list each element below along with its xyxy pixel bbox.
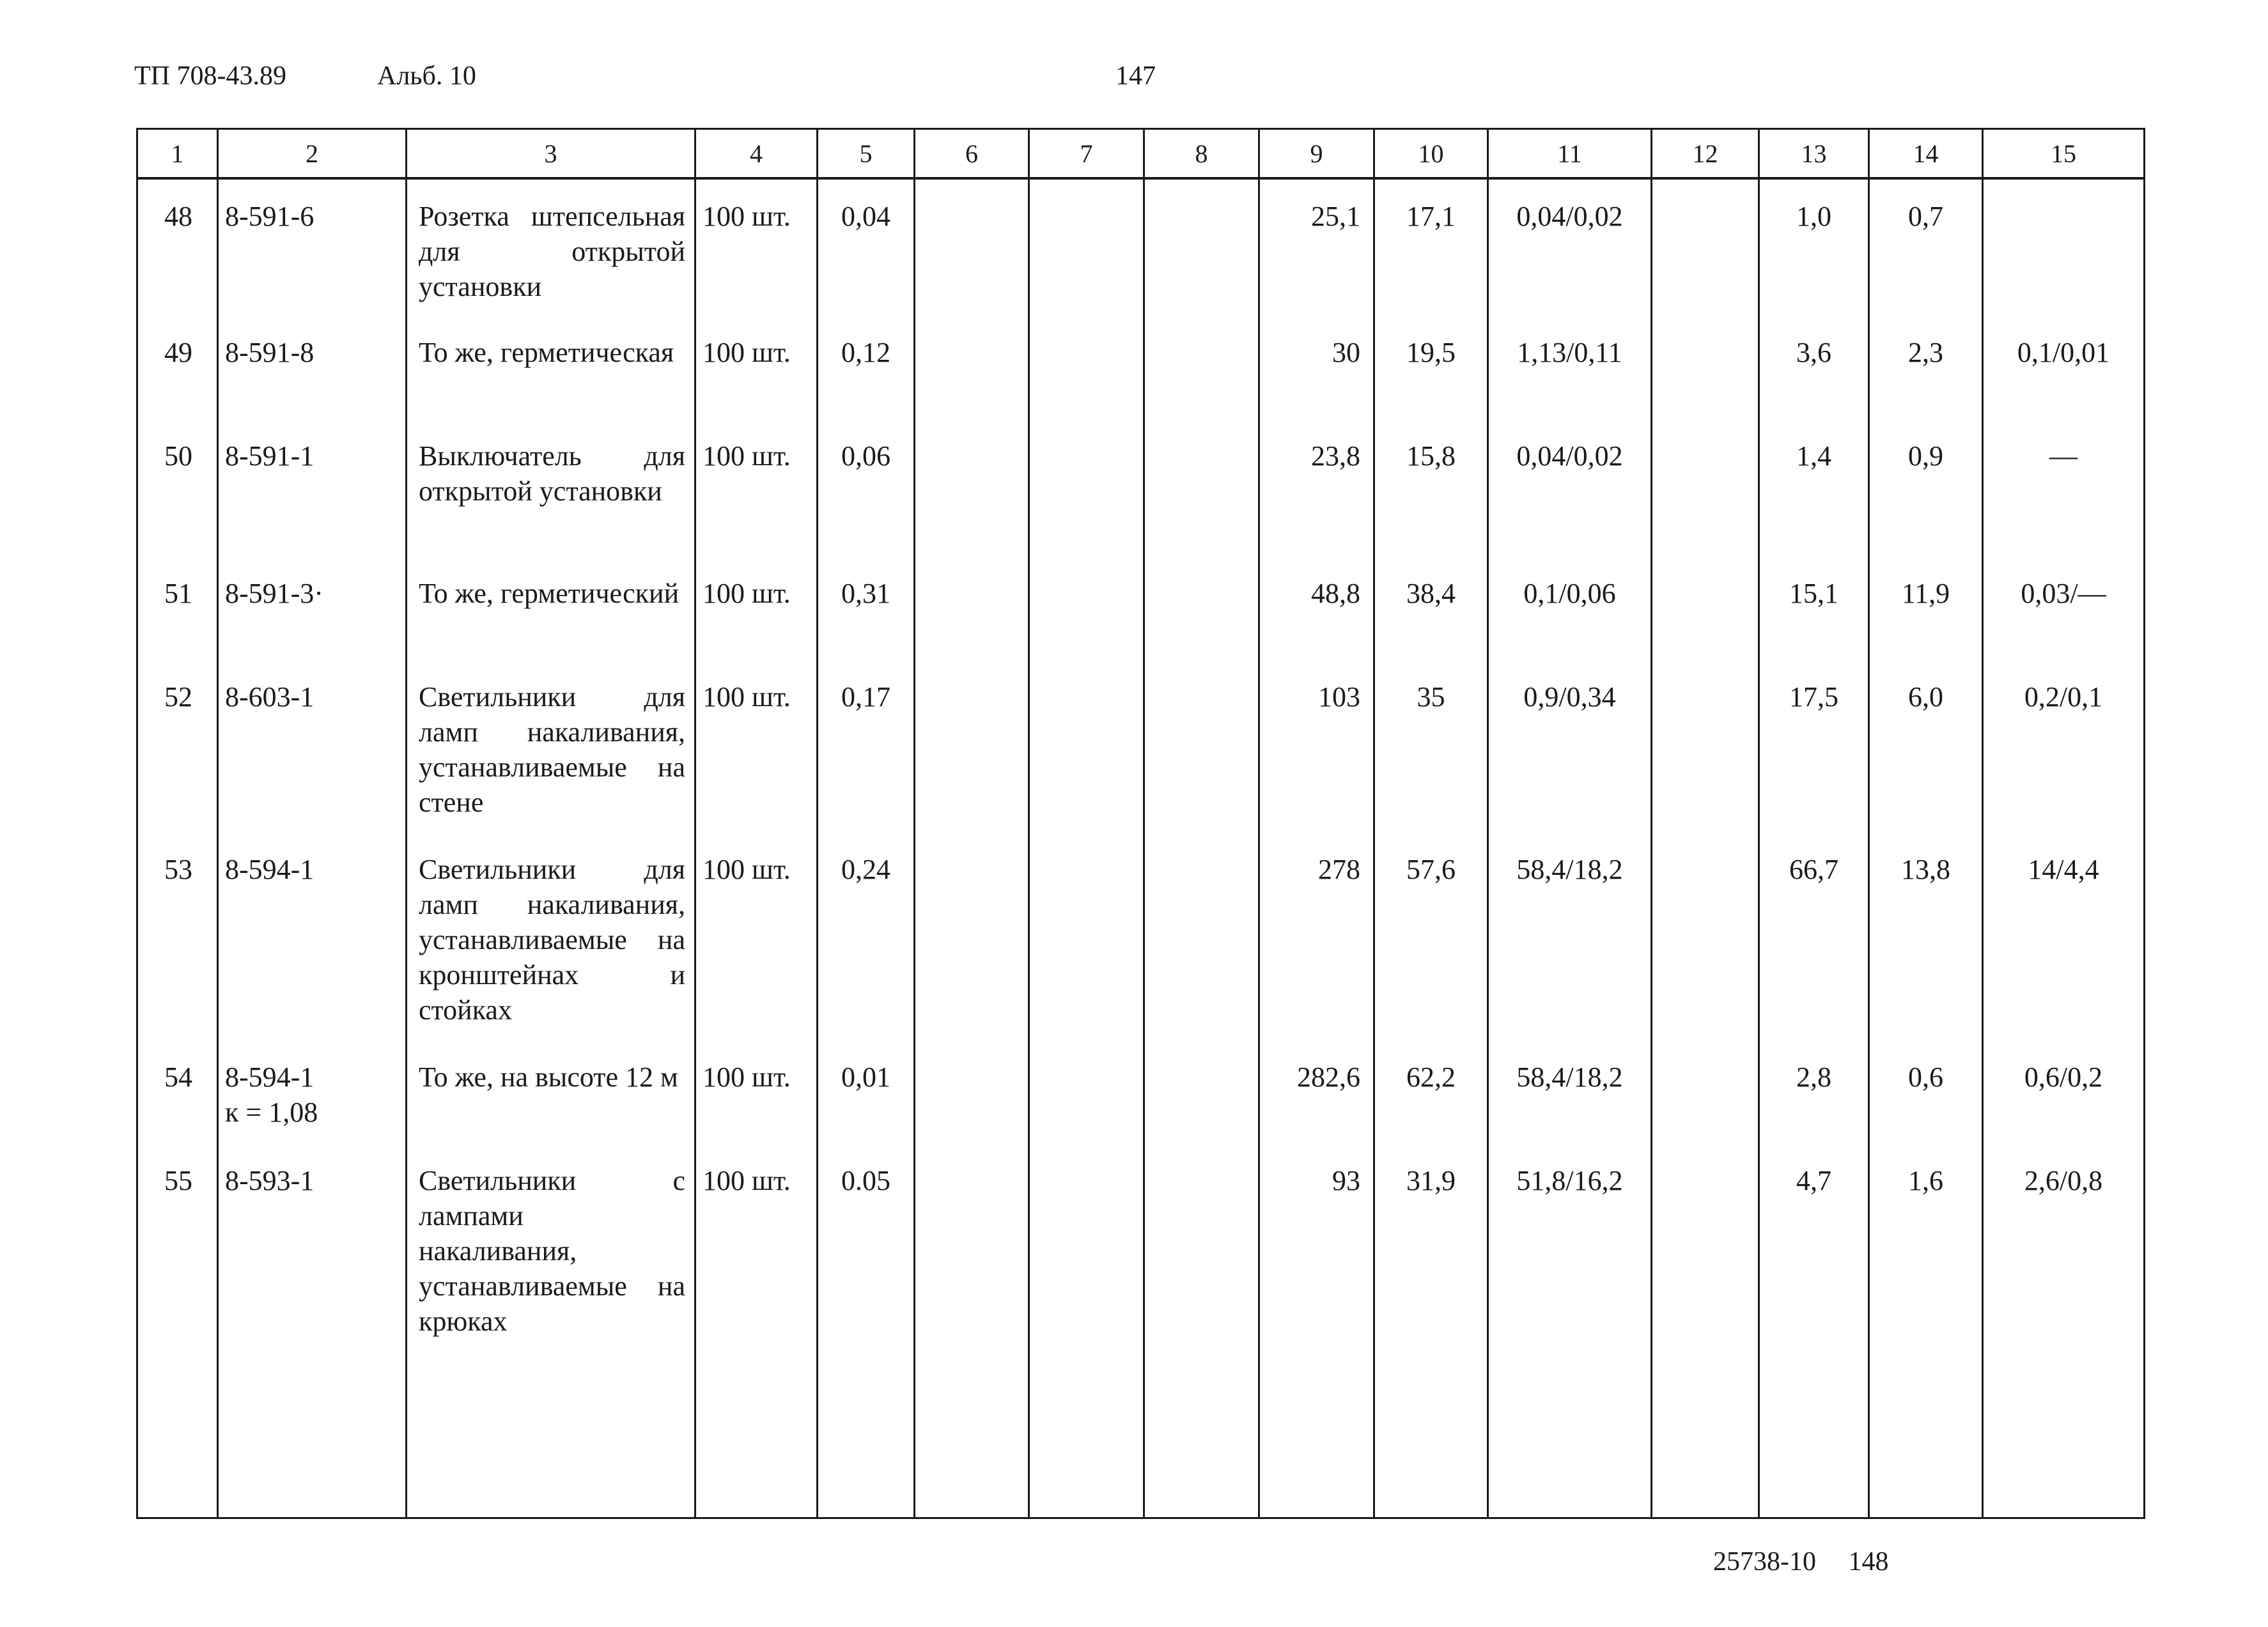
unit-cell-text: 100 шт. [703,440,791,472]
empty-cell [1488,1358,1652,1518]
value-cell [1983,557,2145,660]
value-cell-text: 0,6 [1908,1061,1943,1093]
unit-cell [695,557,818,660]
value-cell [1144,178,1259,316]
value-cell [1869,316,1983,419]
table-row [137,1144,2145,1358]
empty-cell [1144,1358,1259,1518]
value-cell [1029,660,1144,833]
value-cell [1652,833,1759,1040]
code-cell-text: 8-593-1 [225,1165,315,1196]
document-code: ТП 708-43.89 [134,61,286,91]
value-cell [1652,316,1759,419]
value-cell-text: 19,5 [1406,337,1456,368]
value-cell [818,1040,915,1144]
value-cell-text: 0,03/— [2021,578,2106,609]
value-cell [818,557,915,660]
unit-cell [695,1144,818,1358]
name-cell-text: Розетка штепсельная для открытой установки [419,201,685,302]
value-cell [1983,419,2145,557]
code-cell-text: 8-591-3· [225,578,323,609]
value-cell [1374,557,1488,660]
empty-cell [1759,1358,1869,1518]
table-row [137,316,2145,419]
value-cell-text: 2,6/0,8 [2024,1165,2103,1196]
row-number-cell-text: 52 [164,681,192,713]
table-row [137,419,2145,557]
value-cell [915,316,1029,419]
column-number: 9 [1259,129,1374,179]
unit-cell [695,419,818,557]
column-number: 2 [218,129,407,179]
value-cell [1983,1144,2145,1358]
unit-cell-text: 100 шт. [703,578,791,609]
value-cell [1869,1144,1983,1358]
unit-cell-text: 100 шт. [703,1061,791,1093]
name-cell [407,419,695,557]
row-number-cell [137,660,218,833]
value-cell [1374,660,1488,833]
value-cell-text: 0,24 [841,854,890,885]
value-cell [1259,316,1374,419]
value-cell [1259,1144,1374,1358]
value-cell-text: 66,7 [1789,854,1838,885]
value-cell [1652,557,1759,660]
value-cell-text: 15,8 [1406,440,1456,472]
value-cell [818,1144,915,1358]
name-cell-text: То же, герметический [419,578,680,609]
column-number: 11 [1488,129,1652,179]
name-cell [407,660,695,833]
value-cell-text: 17,5 [1789,681,1838,713]
code-cell [218,557,407,660]
value-cell-text: 30 [1332,337,1360,368]
value-cell [818,833,915,1040]
unit-cell [695,1040,818,1144]
value-cell [1869,1040,1983,1144]
row-number-cell [137,1040,218,1144]
value-cell [1259,419,1374,557]
column-number: 3 [407,129,695,179]
unit-cell-text: 100 шт. [703,201,791,232]
unit-cell-text: 100 шт. [703,1165,791,1196]
value-cell [915,557,1029,660]
page-number: 147 [1115,61,1156,91]
value-cell-text: 17,1 [1406,201,1456,232]
value-cell [915,660,1029,833]
value-cell [1029,1040,1144,1144]
value-cell-text: 62,2 [1406,1061,1456,1093]
value-cell [1144,1144,1259,1358]
value-cell [915,1040,1029,1144]
row-number-cell-text: 53 [164,854,192,885]
value-cell [1869,660,1983,833]
row-number-cell-text: 49 [164,337,192,368]
value-cell [1869,419,1983,557]
value-cell [1983,178,2145,316]
value-cell [1259,178,1374,316]
value-cell [1029,833,1144,1040]
value-cell [1488,660,1652,833]
value-cell [1144,557,1259,660]
value-cell-text: 48,8 [1311,578,1360,609]
unit-cell-text: 100 шт. [703,854,791,885]
value-cell [1374,419,1488,557]
value-cell [1652,660,1759,833]
empty-cell [1029,1358,1144,1518]
value-cell [1488,833,1652,1040]
value-cell [915,1144,1029,1358]
value-cell-text: 0,1/0,06 [1523,578,1616,609]
value-cell [818,660,915,833]
specification-table [136,128,2145,1519]
value-cell-text: 0,1/0,01 [2017,337,2110,368]
row-number-cell-text: 48 [164,201,192,232]
row-number-cell [137,557,218,660]
value-cell-text: 282,6 [1297,1061,1360,1093]
table-row [137,1040,2145,1144]
value-cell-text: 2,8 [1796,1061,1831,1093]
value-cell [1488,1040,1652,1144]
value-cell-text: 38,4 [1406,578,1456,609]
value-cell [1029,1144,1144,1358]
code-cell-text: 8-594-1 [225,854,315,885]
code-cell-text: 8-594-1 [225,1061,315,1093]
value-cell [1759,1040,1869,1144]
value-cell-text: 3,6 [1796,337,1831,368]
column-number: 6 [915,129,1029,179]
value-cell [1759,660,1869,833]
code-cell [218,833,407,1040]
value-cell [1983,660,2145,833]
column-number: 8 [1144,129,1259,179]
value-cell [1029,178,1144,316]
value-cell-text: 6,0 [1908,681,1943,713]
name-cell [407,178,695,316]
empty-cell [1983,1358,2145,1518]
code-cell [218,178,407,316]
code-cell [218,1144,407,1358]
value-cell-text: 0,01 [841,1061,890,1093]
name-cell [407,1144,695,1358]
row-number-cell-text: 54 [164,1061,192,1093]
code-cell [218,660,407,833]
value-cell [1259,1040,1374,1144]
value-cell [1374,833,1488,1040]
value-cell [1259,557,1374,660]
value-cell [1488,316,1652,419]
value-cell [915,419,1029,557]
unit-cell [695,660,818,833]
value-cell [1029,316,1144,419]
code-cell-text: 8-603-1 [225,681,315,713]
value-cell [1374,1040,1488,1144]
empty-cell [1374,1358,1488,1518]
empty-filler-row [137,1358,2145,1518]
empty-cell [407,1358,695,1518]
row-number-cell [137,833,218,1040]
row-number-cell [137,178,218,316]
value-cell-text: 0,06 [841,440,890,472]
table-row [137,660,2145,833]
value-cell [1759,1144,1869,1358]
empty-cell [137,1358,218,1518]
code-cell-text: 8-591-8 [225,337,315,368]
empty-cell [1869,1358,1983,1518]
code-cell-text: 8-591-6 [225,201,315,232]
name-cell [407,1040,695,1144]
value-cell-text: 25,1 [1311,201,1360,232]
name-cell-text: То же, герметическая [419,337,674,368]
unit-cell [695,833,818,1040]
value-cell [1029,557,1144,660]
value-cell [1759,178,1869,316]
value-cell [915,178,1029,316]
value-cell [1259,660,1374,833]
value-cell-text: 4,7 [1796,1165,1831,1196]
name-cell [407,316,695,419]
column-number: 4 [695,129,818,179]
value-cell-text: 0,04/0,02 [1516,201,1623,232]
code-cell-text: 8-591-1 [225,440,315,472]
value-cell [915,833,1029,1040]
value-cell-text: 0,7 [1908,201,1943,232]
value-cell [1983,833,2145,1040]
value-cell [1652,1144,1759,1358]
column-number: 1 [137,129,218,179]
name-cell-text: Светильники с лампами накаливания, устанавливаемые на крюках [419,1165,685,1337]
value-cell-text: 57,6 [1406,854,1456,885]
row-number-cell [137,316,218,419]
value-cell-text: 0,2/0,1 [2024,681,2103,713]
empty-cell [818,1358,915,1518]
value-cell [1488,557,1652,660]
value-cell-text: 58,4/18,2 [1516,854,1623,885]
name-cell [407,557,695,660]
value-cell-text: 0.05 [841,1165,890,1196]
value-cell-text: 2,3 [1908,337,1943,368]
value-cell-text: — [2049,440,2078,472]
value-cell [1488,1144,1652,1358]
column-number: 13 [1759,129,1869,179]
value-cell-text: 0,12 [841,337,890,368]
code-cell [218,419,407,557]
value-cell [1983,1040,2145,1144]
table-row [137,557,2145,660]
value-cell [1374,1144,1488,1358]
table-row [137,833,2145,1040]
column-number: 7 [1029,129,1144,179]
value-cell-text: 0,17 [841,681,890,713]
empty-cell [1259,1358,1374,1518]
value-cell [1374,178,1488,316]
column-number: 10 [1374,129,1488,179]
value-cell [1488,178,1652,316]
name-cell [407,833,695,1040]
value-cell [818,419,915,557]
empty-cell [915,1358,1029,1518]
name-cell-text: Светильники для ламп накаливания, устанавливаемые на кронштейнах и стойках [419,854,685,1026]
value-cell [1869,833,1983,1040]
value-cell [1144,833,1259,1040]
coefficient-text: к = 1,08 [225,1097,318,1128]
value-cell [1144,316,1259,419]
name-cell-text: То же, на высоте 12 м [419,1061,678,1093]
code-cell [218,316,407,419]
empty-cell [218,1358,407,1518]
value-cell-text: 0,6/0,2 [2024,1061,2103,1093]
value-cell [1652,419,1759,557]
value-cell [1029,419,1144,557]
value-cell-text: 1,13/0,11 [1517,337,1622,368]
value-cell [1374,316,1488,419]
value-cell-text: 93 [1332,1165,1360,1196]
value-cell [818,178,915,316]
unit-cell-text: 100 шт. [703,337,791,368]
album-label: Альб. 10 [377,61,476,91]
value-cell [1144,660,1259,833]
column-number-row [137,129,2145,179]
value-cell-text: 0,9 [1908,440,1943,472]
value-cell [1759,419,1869,557]
document-number: 25738-10 [1713,1547,1816,1577]
value-cell-text: 1,4 [1796,440,1831,472]
row-number-cell [137,1144,218,1358]
unit-cell-text: 100 шт. [703,681,791,713]
table-row [137,178,2145,316]
value-cell-text: 23,8 [1311,440,1360,472]
value-cell [818,316,915,419]
row-number-cell-text: 50 [164,440,192,472]
value-cell-text: 1,6 [1908,1165,1943,1196]
name-cell-text: Светильники для ламп накаливания, устанавливаемые на стене [419,681,685,818]
column-number: 14 [1869,129,1983,179]
value-cell [1144,419,1259,557]
value-cell-text: 15,1 [1789,578,1838,609]
column-number: 15 [1983,129,2145,179]
value-cell [1259,833,1374,1040]
value-cell-text: 278 [1318,854,1360,885]
value-cell-text: 14/4,4 [2028,854,2099,885]
footer-page-number: 148 [1848,1547,1889,1577]
footer [1713,1546,1889,1577]
value-cell [1759,833,1869,1040]
empty-cell [1652,1358,1759,1518]
value-cell [1759,557,1869,660]
value-cell-text: 0,9/0,34 [1523,681,1616,713]
value-cell-text: 11,9 [1901,578,1950,609]
value-cell-text: 1,0 [1796,201,1831,232]
row-number-cell [137,419,218,557]
value-cell [1652,1040,1759,1144]
unit-cell [695,178,818,316]
value-cell [1983,316,2145,419]
row-number-cell-text: 55 [164,1165,192,1196]
value-cell-text: 103 [1318,681,1360,713]
unit-cell [695,316,818,419]
value-cell-text: 0,04 [841,201,890,232]
value-cell [1869,178,1983,316]
value-cell-text: 51,8/16,2 [1516,1165,1623,1196]
value-cell-text: 35 [1417,681,1445,713]
name-cell-text: Выключатель для открытой установки [419,440,685,507]
value-cell [1144,1040,1259,1144]
code-cell [218,1040,407,1144]
row-number-cell-text: 51 [164,578,192,609]
value-cell-text: 13,8 [1901,854,1950,885]
value-cell-text: 58,4/18,2 [1516,1061,1623,1093]
value-cell [1759,316,1869,419]
empty-cell [695,1358,818,1518]
column-number: 12 [1652,129,1759,179]
value-cell [1652,178,1759,316]
value-cell-text: 0,04/0,02 [1516,440,1623,472]
column-number: 5 [818,129,915,179]
value-cell-text: 31,9 [1406,1165,1456,1196]
value-cell-text: 0,31 [841,578,890,609]
value-cell [1869,557,1983,660]
value-cell [1488,419,1652,557]
